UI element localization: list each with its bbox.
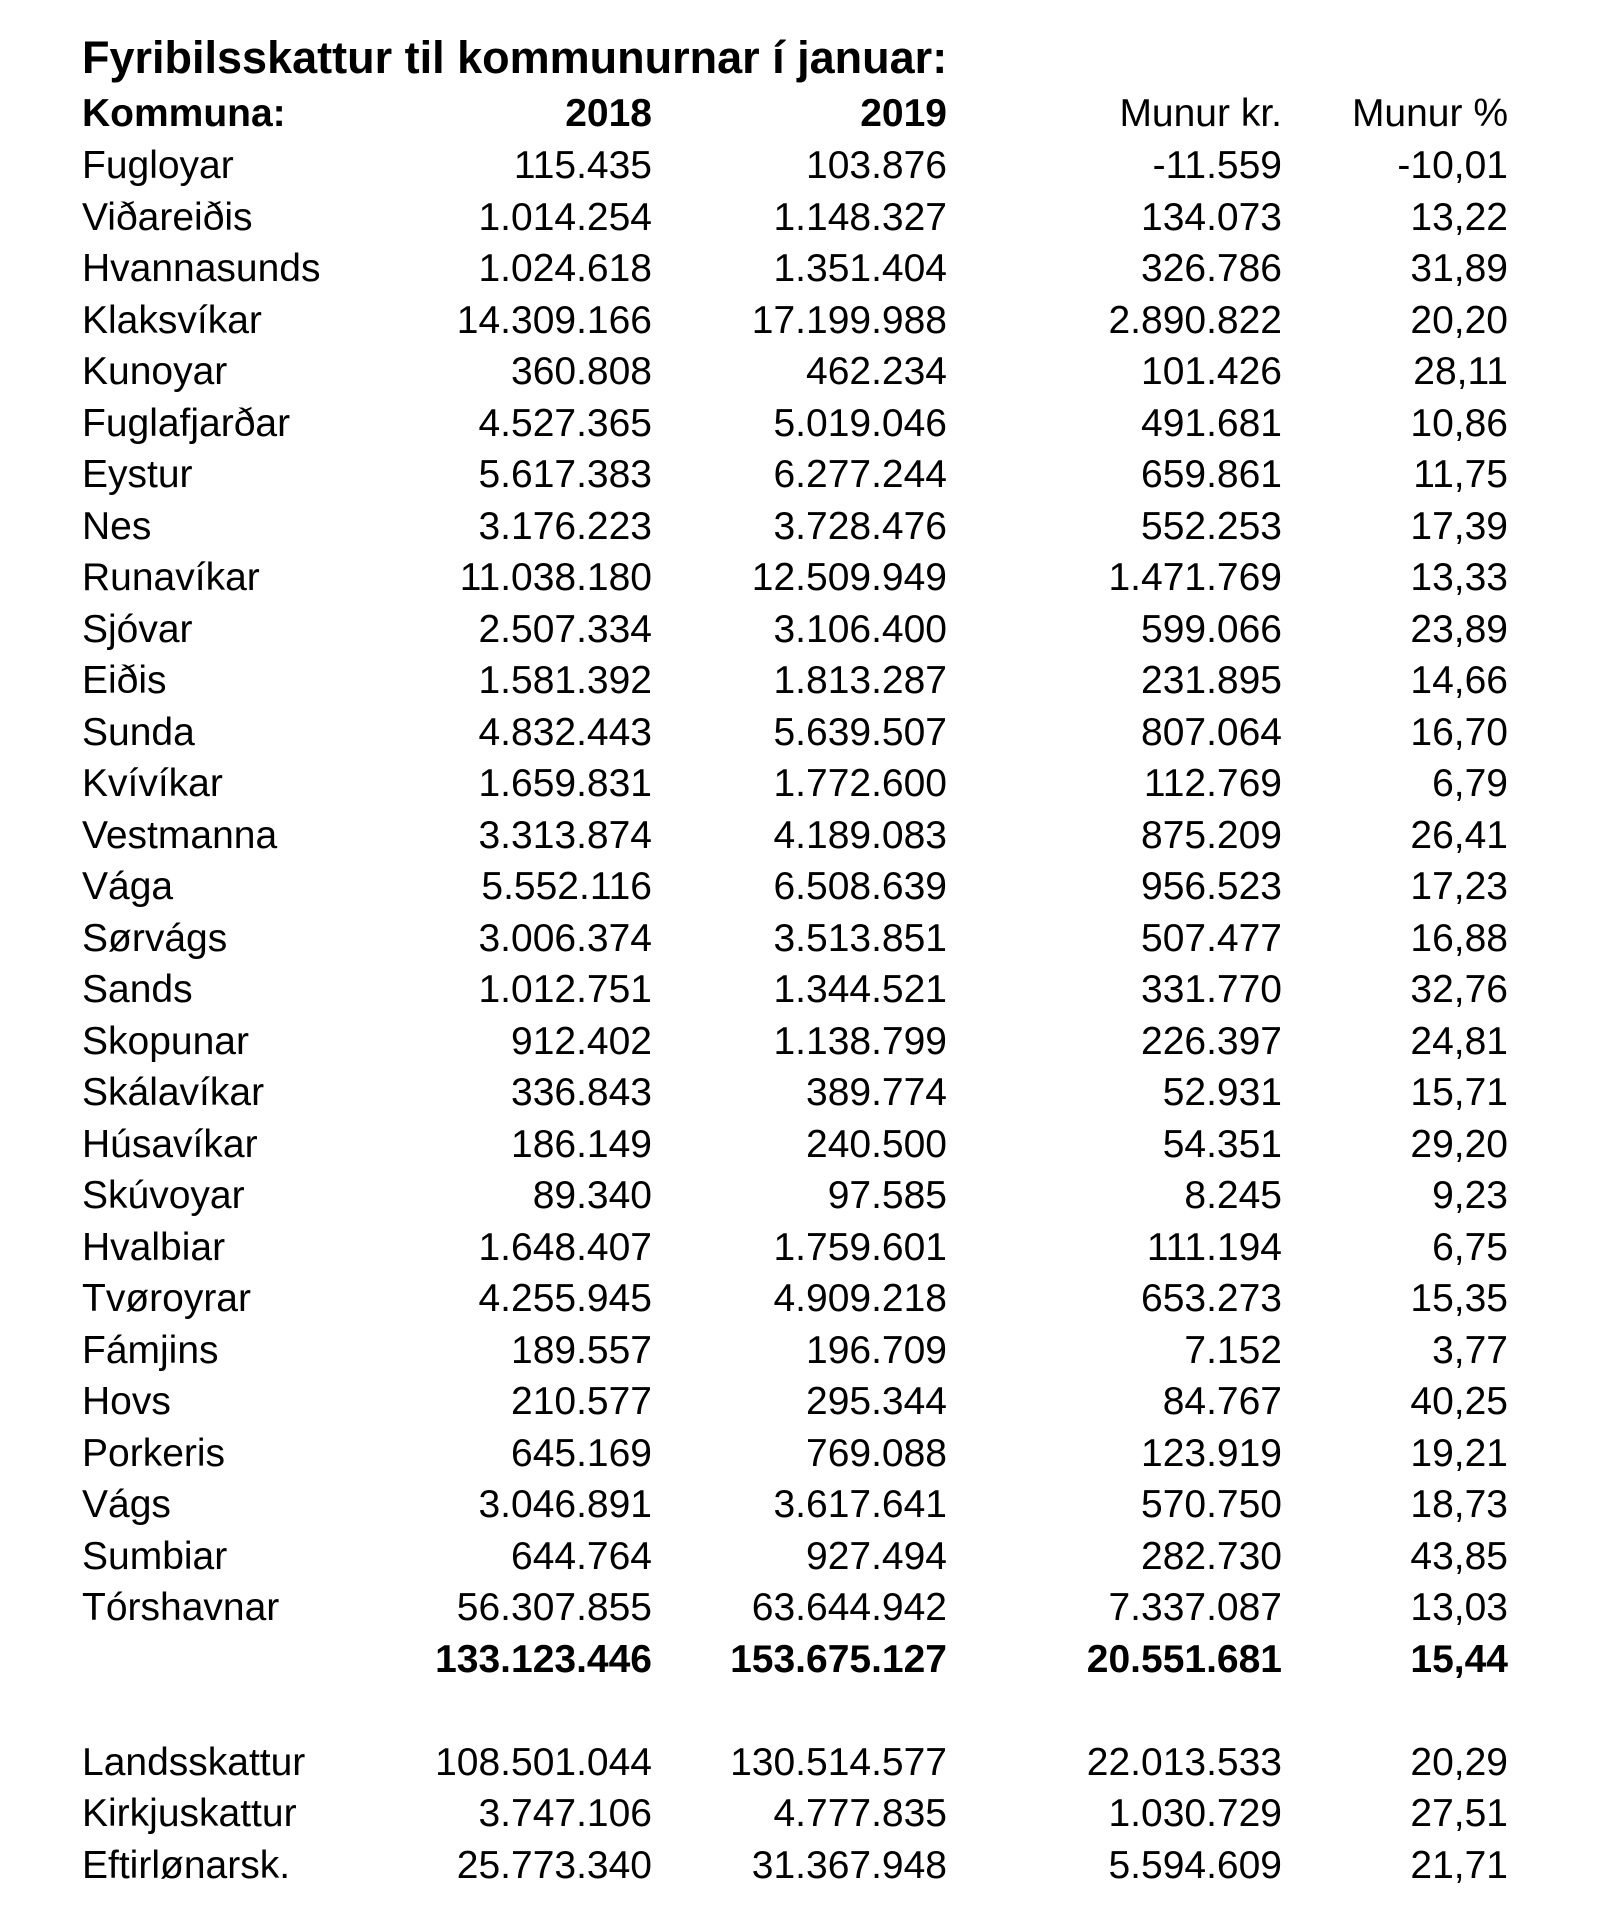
cell-2019: 3.513.851 <box>773 916 947 960</box>
cell-munur-kr: 570.750 <box>1141 1483 1282 1526</box>
cell-munur-pct: 40,25 <box>1410 1380 1508 1423</box>
table-row <box>0 346 1605 398</box>
cell-munur-pct: 15,35 <box>1410 1277 1508 1320</box>
cell-2019: 1.351.404 <box>773 247 947 290</box>
cell-2018: 108.501.044 <box>435 1740 652 1784</box>
cell-kommuna: Tvøroyrar <box>82 1277 251 1320</box>
other-tax-row <box>0 1737 1605 1789</box>
table-row <box>0 243 1605 295</box>
cell-munur-pct: 27,51 <box>1410 1792 1508 1835</box>
cell-kommuna: Sands <box>82 968 193 1011</box>
cell-kommuna: Hvannasunds <box>82 247 321 290</box>
cell-munur-pct: 15,44 <box>1410 1637 1508 1681</box>
cell-munur-kr: 956.523 <box>1141 865 1282 908</box>
cell-munur-kr: 54.351 <box>1162 1122 1282 1166</box>
header-munur-kr: Munur kr. <box>1119 92 1282 135</box>
cell-2018: 3.176.223 <box>478 504 652 548</box>
cell-2019: 196.709 <box>806 1328 947 1372</box>
cell-munur-kr: 1.471.769 <box>1108 556 1282 599</box>
cell-2018: 645.169 <box>511 1431 652 1475</box>
cell-munur-kr: -11.559 <box>1152 144 1282 187</box>
cell-kommuna: Sjóvar <box>82 607 193 651</box>
cell-2018: 56.307.855 <box>456 1586 652 1629</box>
cell-kommuna: Fámjins <box>82 1328 219 1372</box>
cell-munur-kr: 134.073 <box>1141 195 1282 239</box>
table-row <box>0 913 1605 965</box>
cell-2019: 130.514.577 <box>730 1740 947 1784</box>
cell-munur-kr: 111.194 <box>1146 1225 1282 1269</box>
cell-2019: 4.777.835 <box>773 1792 947 1835</box>
cell-munur-pct: 10,86 <box>1410 401 1508 445</box>
cell-2019: 295.344 <box>806 1380 947 1423</box>
other-tax-row <box>0 1788 1605 1840</box>
cell-2019: 389.774 <box>806 1071 947 1114</box>
header-munur-pct: Munur % <box>1351 92 1508 135</box>
cell-kommuna: Fuglafjarðar <box>82 401 291 445</box>
cell-munur-kr: 7.337.087 <box>1108 1586 1282 1629</box>
table-row <box>0 1428 1605 1480</box>
cell-2019: 3.106.400 <box>773 607 947 651</box>
cell-kommuna: Sumbiar <box>82 1534 228 1578</box>
cell-kommuna: Fugloyar <box>82 144 234 187</box>
cell-2019: 3.617.641 <box>773 1483 947 1526</box>
cell-munur-kr: 226.397 <box>1141 1019 1282 1063</box>
cell-2018: 912.402 <box>511 1019 652 1063</box>
cell-kommuna: Tórshavnar <box>82 1586 280 1629</box>
cell-kommuna: Skálavíkar <box>82 1071 265 1114</box>
cell-munur-pct: 13,03 <box>1410 1586 1508 1629</box>
cell-munur-kr: 112.769 <box>1143 762 1282 805</box>
cell-kommuna: Vága <box>82 865 174 908</box>
cell-2018: 4.527.365 <box>478 401 652 445</box>
cell-2019: 103.876 <box>806 144 947 187</box>
table-row <box>0 707 1605 759</box>
cell-2019: 12.509.949 <box>751 556 947 599</box>
cell-2019: 462.234 <box>806 350 947 393</box>
cell-munur-kr: 1.030.729 <box>1108 1792 1282 1835</box>
cell-kommuna: Eiðis <box>82 659 167 702</box>
cell-munur-pct: 15,71 <box>1410 1071 1508 1114</box>
cell-2018: 4.832.443 <box>478 710 652 754</box>
cell-munur-kr: 22.013.533 <box>1086 1740 1282 1784</box>
cell-munur-pct: 24,81 <box>1410 1019 1508 1063</box>
table-row <box>0 810 1605 862</box>
table-row <box>0 1479 1605 1531</box>
table-row <box>0 655 1605 707</box>
cell-munur-kr: 659.861 <box>1141 453 1282 496</box>
cell-munur-kr: 7.152 <box>1184 1328 1282 1372</box>
table-row <box>0 964 1605 1016</box>
cell-munur-kr: 52.931 <box>1162 1071 1282 1114</box>
table-row <box>0 1016 1605 1068</box>
cell-munur-kr: 101.426 <box>1141 350 1282 393</box>
cell-munur-pct: 43,85 <box>1410 1534 1508 1578</box>
cell-kommuna: Skopunar <box>82 1019 249 1063</box>
cell-2018: 89.340 <box>532 1174 652 1217</box>
cell-kommuna: Hvalbiar <box>82 1225 226 1269</box>
total-row <box>0 1634 1605 1686</box>
cell-2019: 3.728.476 <box>773 504 947 548</box>
cell-kommuna: Eystur <box>82 453 193 496</box>
table-row <box>0 1170 1605 1222</box>
cell-kommuna: Porkeris <box>82 1431 226 1475</box>
cell-2018: 210.577 <box>511 1380 652 1423</box>
cell-2018: 360.808 <box>511 350 652 393</box>
cell-2018: 1.024.618 <box>478 247 652 290</box>
cell-2019: 6.508.639 <box>773 865 947 908</box>
cell-munur-pct: 18,73 <box>1410 1483 1508 1526</box>
cell-2019: 1.759.601 <box>773 1225 947 1269</box>
cell-2018: 11.038.180 <box>459 556 652 599</box>
cell-munur-pct: 21,71 <box>1410 1843 1508 1887</box>
cell-kommuna: Kunoyar <box>82 350 228 393</box>
cell-munur-kr: 507.477 <box>1141 916 1282 960</box>
cell-munur-kr: 20.551.681 <box>1086 1637 1282 1681</box>
cell-2019: 240.500 <box>806 1122 947 1166</box>
cell-kommuna: Húsavíkar <box>82 1122 258 1166</box>
cell-2018: 189.557 <box>511 1328 652 1372</box>
cell-2018: 3.747.106 <box>478 1792 652 1835</box>
cell-munur-pct: 19,21 <box>1410 1431 1508 1475</box>
table-row <box>0 1582 1605 1634</box>
table-row <box>0 604 1605 656</box>
cell-munur-pct: 13,33 <box>1410 556 1508 599</box>
cell-munur-kr: 282.730 <box>1141 1534 1282 1578</box>
table-row <box>0 192 1605 244</box>
cell-2018: 3.006.374 <box>478 916 652 960</box>
cell-kommuna: Nes <box>82 504 152 548</box>
cell-kommuna: Sunda <box>82 710 195 754</box>
cell-munur-kr: 807.064 <box>1141 710 1282 754</box>
cell-munur-pct: 17,23 <box>1410 865 1508 908</box>
table-row <box>0 1376 1605 1428</box>
cell-kommuna: Landsskattur <box>82 1740 306 1784</box>
other-tax-row <box>0 1840 1605 1892</box>
table-row <box>0 449 1605 501</box>
cell-munur-pct: 29,20 <box>1410 1122 1508 1166</box>
table-row <box>0 1222 1605 1274</box>
cell-munur-pct: 16,88 <box>1410 916 1508 960</box>
cell-2018: 1.648.407 <box>478 1225 652 1269</box>
cell-kommuna: Hovs <box>82 1380 171 1423</box>
cell-2018: 25.773.340 <box>456 1843 652 1887</box>
cell-munur-pct: 26,41 <box>1410 813 1508 857</box>
cell-2018: 3.313.874 <box>478 813 652 857</box>
cell-kommuna: Kirkjuskattur <box>82 1792 297 1835</box>
cell-2019: 5.639.507 <box>773 710 947 754</box>
cell-2019: 1.138.799 <box>773 1019 947 1063</box>
cell-2018: 1.012.751 <box>478 968 652 1011</box>
cell-2018: 4.255.945 <box>478 1277 652 1320</box>
cell-2018: 644.764 <box>511 1534 652 1578</box>
cell-2018: 14.309.166 <box>456 298 652 342</box>
cell-2019: 97.585 <box>827 1174 947 1217</box>
cell-kommuna: Kvívíkar <box>82 762 223 805</box>
cell-munur-kr: 653.273 <box>1141 1277 1282 1320</box>
cell-kommuna: Klaksvíkar <box>82 298 262 342</box>
cell-2019: 1.344.521 <box>773 968 947 1011</box>
table-row <box>0 1119 1605 1171</box>
cell-2019: 153.675.127 <box>730 1637 947 1681</box>
table-row <box>0 140 1605 192</box>
cell-2019: 4.189.083 <box>773 813 947 857</box>
cell-munur-pct: 3,77 <box>1432 1328 1508 1372</box>
table-row <box>0 398 1605 450</box>
cell-munur-pct: 6,75 <box>1432 1225 1508 1269</box>
cell-2019: 63.644.942 <box>751 1586 947 1629</box>
cell-2019: 5.019.046 <box>773 401 947 445</box>
cell-kommuna: Skúvoyar <box>82 1174 245 1217</box>
cell-munur-pct: 20,29 <box>1410 1740 1508 1784</box>
cell-2018: 3.046.891 <box>478 1483 652 1526</box>
cell-2018: 1.581.392 <box>478 659 652 702</box>
table-row <box>0 1273 1605 1325</box>
table-row <box>0 1067 1605 1119</box>
cell-munur-kr: 331.770 <box>1141 968 1282 1011</box>
cell-2019: 1.772.600 <box>773 762 947 805</box>
cell-munur-kr: 2.890.822 <box>1108 298 1282 342</box>
cell-2018: 133.123.446 <box>435 1637 652 1681</box>
table-row <box>0 1325 1605 1377</box>
cell-kommuna: Runavíkar <box>82 556 260 599</box>
table-row <box>0 758 1605 810</box>
cell-munur-pct: 13,22 <box>1410 195 1508 239</box>
header-kommuna: Kommuna: <box>82 92 286 135</box>
cell-2019: 927.494 <box>806 1534 947 1578</box>
cell-2018: 1.659.831 <box>478 762 652 805</box>
page-title: Fyribilsskattur til kommunurnar í januar: <box>82 32 948 83</box>
cell-2019: 17.199.988 <box>751 298 947 342</box>
table-row <box>0 295 1605 347</box>
cell-munur-pct: 16,70 <box>1410 710 1508 754</box>
cell-munur-pct: 23,89 <box>1410 607 1508 651</box>
cell-munur-kr: 123.919 <box>1141 1431 1282 1475</box>
cell-2018: 5.552.116 <box>481 865 652 908</box>
cell-2018: 5.617.383 <box>478 453 652 496</box>
cell-2018: 186.149 <box>511 1122 652 1166</box>
cell-2018: 115.435 <box>513 144 652 187</box>
cell-2019: 1.148.327 <box>773 195 947 239</box>
cell-munur-kr: 84.767 <box>1162 1380 1282 1423</box>
cell-munur-kr: 326.786 <box>1141 247 1282 290</box>
cell-munur-kr: 8.245 <box>1184 1174 1282 1217</box>
cell-2019: 1.813.287 <box>773 659 947 702</box>
cell-munur-kr: 5.594.609 <box>1108 1843 1282 1887</box>
cell-kommuna: Viðareiðis <box>82 195 253 239</box>
cell-munur-kr: 491.681 <box>1141 401 1282 445</box>
cell-munur-pct: 6,79 <box>1432 762 1508 805</box>
cell-2018: 2.507.334 <box>478 607 652 651</box>
cell-2018: 1.014.254 <box>478 195 652 239</box>
cell-munur-pct: 14,66 <box>1410 659 1508 702</box>
cell-munur-pct: 28,11 <box>1413 350 1508 393</box>
table-row <box>0 1531 1605 1583</box>
cell-munur-kr: 875.209 <box>1141 813 1282 857</box>
cell-munur-pct: 9,23 <box>1432 1174 1508 1217</box>
cell-2019: 31.367.948 <box>751 1843 947 1887</box>
cell-munur-pct: 11,75 <box>1413 453 1508 496</box>
cell-2019: 769.088 <box>806 1431 947 1475</box>
table-row <box>0 501 1605 553</box>
table-row <box>0 552 1605 604</box>
cell-munur-kr: 231.895 <box>1141 659 1282 702</box>
cell-kommuna: Vágs <box>82 1483 171 1526</box>
header-2019: 2019 <box>860 92 947 135</box>
cell-kommuna: Sørvágs <box>82 916 228 960</box>
cell-2018: 336.843 <box>511 1071 652 1114</box>
cell-munur-kr: 552.253 <box>1141 504 1282 548</box>
cell-munur-pct: 20,20 <box>1410 298 1508 342</box>
cell-kommuna: Vestmanna <box>82 813 278 857</box>
table-row <box>0 861 1605 913</box>
cell-kommuna: Eftirlønarsk. <box>82 1843 291 1887</box>
cell-munur-pct: 32,76 <box>1410 968 1508 1011</box>
header-2018: 2018 <box>565 92 652 135</box>
table-header <box>0 88 1605 140</box>
cell-munur-pct: 17,39 <box>1410 504 1508 548</box>
cell-munur-pct: -10,01 <box>1397 144 1508 187</box>
cell-2019: 6.277.244 <box>773 453 947 496</box>
cell-munur-pct: 31,89 <box>1410 247 1508 290</box>
cell-2019: 4.909.218 <box>773 1277 947 1320</box>
cell-munur-kr: 599.066 <box>1141 607 1282 651</box>
